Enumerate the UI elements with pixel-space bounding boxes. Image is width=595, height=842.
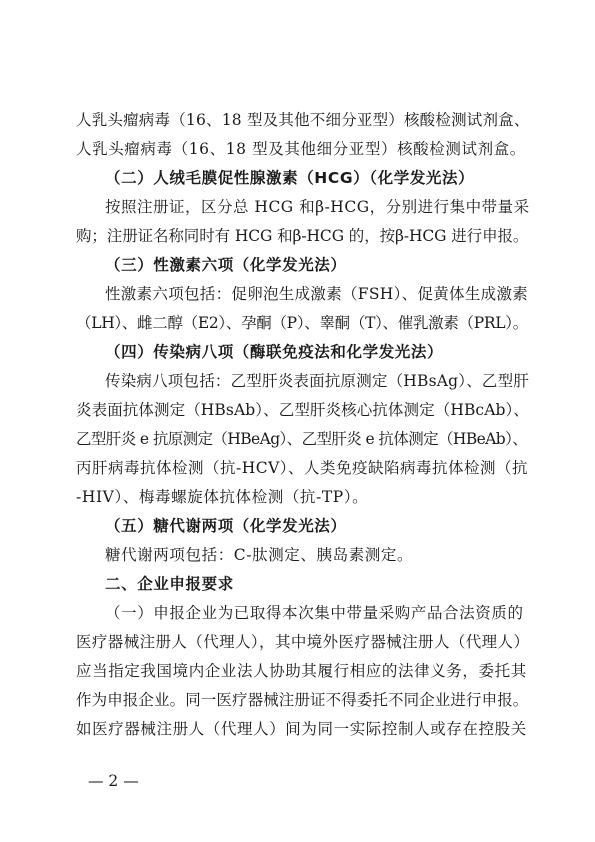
body-text-line: 医疗器械注册人（代理人），其中境外医疗器械注册人（代理人） (76, 633, 530, 651)
body-text-line: -HIV）、梅毒螺旋体抗体检测（抗-TP）。 (76, 488, 369, 506)
section-heading-hcg: （二）人绒毛膜促性腺激素（HCG）（化学发光法） (105, 169, 475, 187)
body-text-line: 性激素六项包括：促卵泡生成激素（FSH）、促黄体生成激素 (105, 285, 529, 303)
body-text-line: 按照注册证，区分总 HCG 和β-HCG，分别进行集中带量采 (105, 198, 530, 216)
body-text-line: 乙型肝炎 e 抗原测定（HBeAg）、乙型肝炎 e 抗体测定（HBeAb）、 (76, 430, 528, 448)
body-text-line: 如医疗器械注册人（代理人）间为同一实际控制人或存在控股关 (76, 720, 527, 738)
section-heading-sex-hormones: （三）性激素六项（化学发光法） (105, 256, 347, 274)
body-text-line: 炎表面抗体测定（HBsAb）、乙型肝炎核心抗体测定（HBcAb）、 (76, 401, 529, 419)
body-text-line: 传染病八项包括：乙型肝炎表面抗原测定（HBsAg）、乙型肝 (105, 372, 530, 390)
page-number: — 2 — (88, 772, 139, 790)
body-text-line: （一）申报企业为已取得本次集中带量采购产品合法资质的 (105, 604, 524, 622)
body-text-line: 丙肝病毒抗体检测（抗-HCV）、人类免疫缺陷病毒抗体检测（抗 (76, 459, 529, 477)
body-text-line: 人乳头瘤病毒（16、18 型及其他细分亚型）核酸检测试剂盒。 (76, 140, 526, 158)
section-heading-infectious-diseases: （四）传染病八项（酶联免疫法和化学发光法） (105, 343, 444, 361)
body-text-line: 糖代谢两项包括：C-肽测定、胰岛素测定。 (105, 546, 414, 564)
chapter-heading-enterprise-requirements: 二、企业申报要求 (105, 575, 234, 593)
body-text-line: 应当指定我国境内企业法人协助其履行相应的法律义务，委托其 (76, 662, 527, 680)
section-heading-glucose-metabolism: （五）糖代谢两项（化学发光法） (105, 517, 347, 535)
body-text-line: 人乳头瘤病毒（16、18 型及其他不细分亚型）核酸检测试剂盒、 (76, 111, 530, 129)
body-text-line: 购；注册证名称同时有 HCG 和β-HCG 的，按β-HCG 进行申报。 (76, 227, 529, 245)
body-text-line: （LH）、雌二醇（E2）、孕酮（P）、睾酮（T）、催乳激素（PRL）。 (76, 314, 528, 332)
body-text-line: 作为申报企业。同一医疗器械注册证不得委托不同企业进行申报。 (76, 691, 529, 709)
